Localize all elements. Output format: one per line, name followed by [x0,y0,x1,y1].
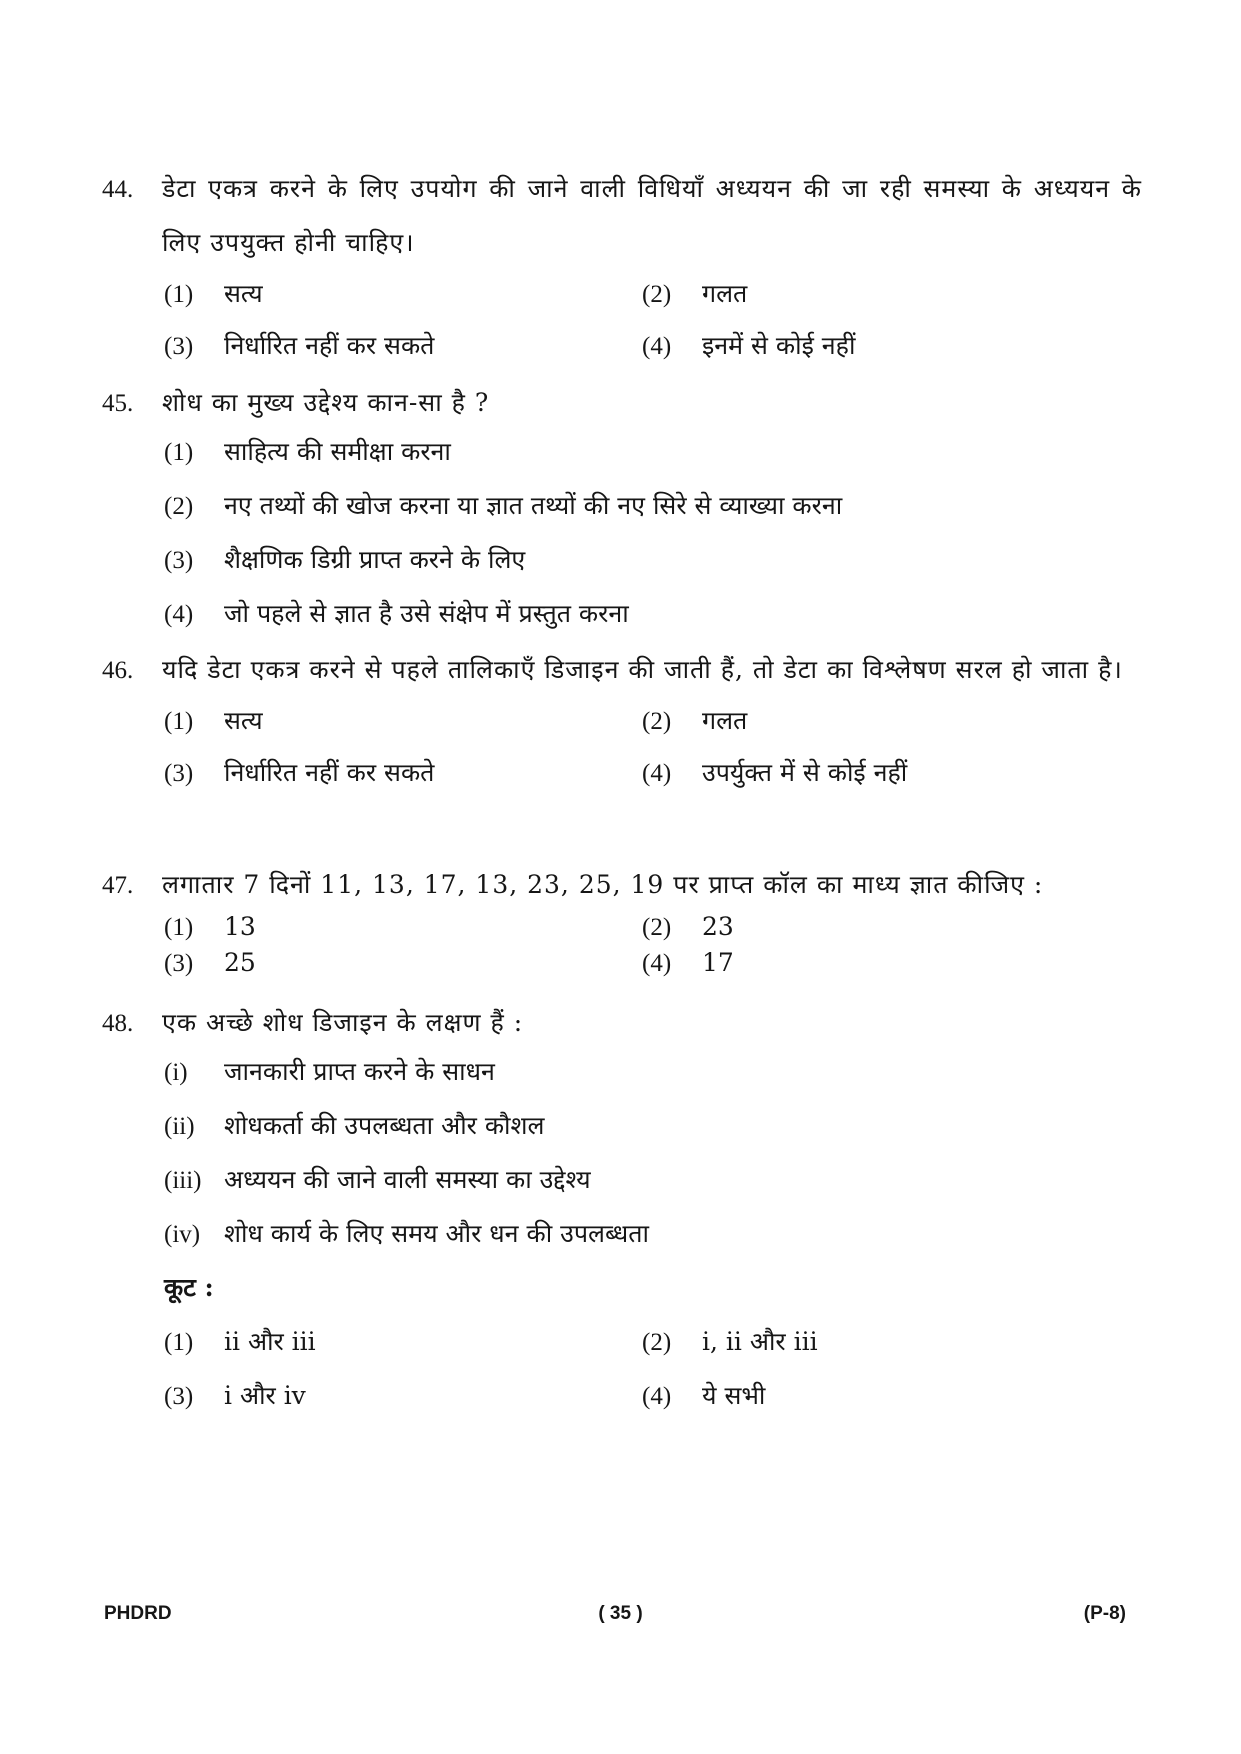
option-2 [642,1324,1142,1358]
option-number: (3) [164,760,194,787]
option-text: शैक्षणिक डिग्री प्राप्त करने के लिए [224,545,526,574]
option-number: (4) [642,1383,672,1410]
option-number: (1) [164,708,194,735]
option-number: (4) [642,950,672,977]
option-number: (2) [642,1329,672,1356]
footer-code: PHDRD [104,1603,172,1624]
question-number: 45. [102,390,134,417]
option-number: (2) [642,281,672,308]
option-text: जो पहले से ज्ञात है उसे संक्षेप में प्रस्तुत करना [224,599,629,628]
option-1 [164,434,1142,468]
option-text: निर्धारित नहीं कर सकते [224,758,435,787]
question-text: डेटा एकत्र करने के लिए उपयोग की जाने वाली विधियाँ अध्ययन की जा रही समस्या के अध्ययन के लिए उपयुक्त होनी चाहिए। [162,174,1142,257]
option-1 [164,912,642,942]
options [164,434,1142,630]
statement-number: (iii) [164,1167,202,1194]
footer-set: (P-8) [1083,1603,1126,1624]
option-text: साहित्य की समीक्षा करना [224,437,451,466]
statement-iii [164,1162,1142,1196]
option-number: (4) [642,760,672,787]
option-text: निर्धारित नहीं कर सकते [224,331,435,360]
option-text: उपर्युक्त में से कोई नहीं [702,758,908,787]
option-text: नए तथ्यों की खोज करना या ज्ञात तथ्यों की नए सिरे से व्याख्या करना [224,491,843,520]
statement-text: जानकारी प्राप्त करने के साधन [224,1057,495,1086]
option-1 [164,703,642,737]
question-number: 48. [102,1010,134,1037]
statement-number: (i) [164,1059,188,1086]
question-46 [102,643,1142,789]
option-text: गलत [702,706,748,735]
statement-text: शोधकर्ता की उपलब्धता और कौशल [224,1111,545,1140]
question-number: 44. [102,176,134,203]
options [164,1324,1142,1412]
option-2 [642,912,1142,942]
option-4 [642,328,1142,362]
statement-ii [164,1108,1142,1142]
option-number: (1) [164,281,194,308]
option-number: (2) [642,914,672,941]
option-2 [164,488,1142,522]
option-1 [164,1324,642,1358]
question-47 [102,858,1142,978]
option-3 [164,755,642,789]
option-4 [642,1378,1142,1412]
question-text: एक अच्छे शोध डिजाइन के लक्षण हैं : [162,1008,524,1037]
option-3 [164,948,642,978]
option-text: 17 [702,948,734,977]
option-4 [164,596,1142,630]
statement-iv [164,1216,1142,1250]
option-text: ये सभी [702,1381,766,1410]
options [164,276,1142,362]
statement-text: अध्ययन की जाने वाली समस्या का उद्देश्य [224,1165,591,1194]
option-text: i और iv [224,1381,306,1410]
option-number: (4) [642,333,672,360]
question-number: 47. [102,872,134,899]
option-number: (3) [164,1383,194,1410]
statements [164,1054,1142,1304]
option-3 [164,328,642,362]
options [164,703,1142,789]
option-4 [642,755,1142,789]
option-text: गलत [702,279,748,308]
option-number: (3) [164,333,194,360]
option-2 [642,703,1142,737]
statement-i [164,1054,1142,1088]
question-text: यदि डेटा एकत्र करने से पहले तालिकाएँ डिजाइन की जाती हैं, तो डेटा का विश्लेषण सरल हो जाता है। [162,655,1123,684]
option-1 [164,276,642,310]
option-text: 23 [702,912,734,941]
page-number: ( 35 ) [598,1603,643,1624]
statement-number: (iv) [164,1221,201,1248]
option-text: सत्य [224,706,263,735]
page-footer [0,1603,1241,1633]
option-number: (4) [164,601,194,628]
option-number: (1) [164,1329,194,1356]
option-number: (2) [164,493,194,520]
option-number: (1) [164,439,194,466]
option-2 [642,276,1142,310]
code-label: कूट : [164,1273,214,1302]
option-text: i, ii और iii [702,1327,818,1356]
question-number: 46. [102,657,134,684]
option-text: इनमें से कोई नहीं [702,331,856,360]
option-text: 25 [224,948,256,977]
option-number: (3) [164,950,194,977]
options [164,912,1142,978]
option-text: 13 [224,912,256,941]
question-44 [102,162,1142,362]
option-number: (3) [164,547,194,574]
statement-number: (ii) [164,1113,195,1140]
question-45 [102,376,1142,630]
statement-text: शोध कार्य के लिए समय और धन की उपलब्धता [224,1219,649,1248]
question-text: शोध का मुख्य उद्देश्य कान-सा है ? [162,388,490,417]
option-3 [164,542,1142,576]
option-text: सत्य [224,279,263,308]
option-text: ii और iii [224,1327,316,1356]
option-4 [642,948,1142,978]
question-48 [102,996,1142,1412]
option-3 [164,1378,642,1412]
question-text: लगातार 7 दिनों 11, 13, 17, 13, 23, 25, 19 पर प्राप्त कॉल का माध्य ज्ञात कीजिए : [162,870,1044,899]
option-number: (2) [642,708,672,735]
option-number: (1) [164,914,194,941]
